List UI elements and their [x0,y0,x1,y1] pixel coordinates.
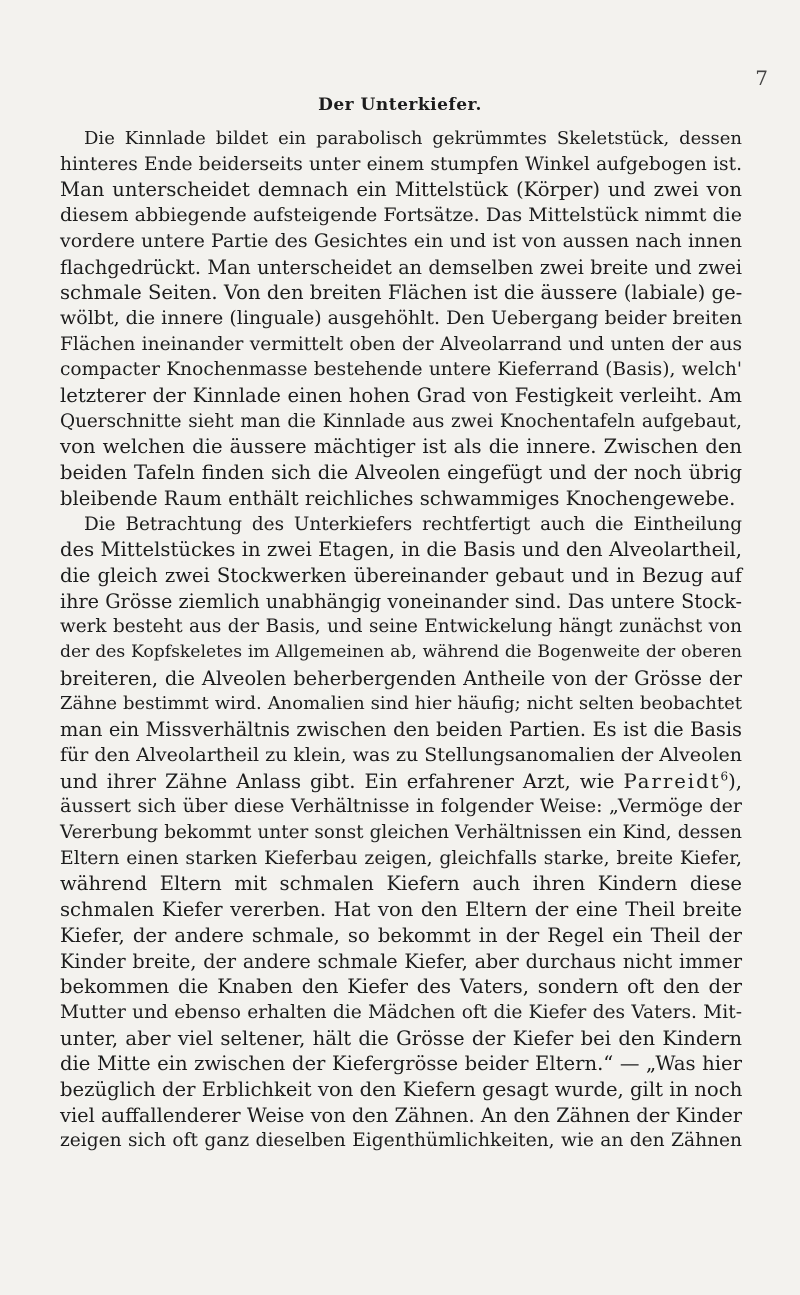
text-line: Querschnitte sieht man die Kinnlade aus zwei Knochentafeln aufgebaut, [60,410,742,432]
page-number: 7 [755,66,768,90]
text-line: wölbt, die innere (linguale) ausgehöhlt. Den Uebergang beider breiten [60,306,743,329]
text-line: Kiefer, der andere schmale, so bekommt in der Regel ein Theil der [60,923,742,947]
text-line: bekommen die Knaben den Kiefer des Vaters, sondern oft den der [60,975,742,999]
text-line: viel auffallenderer Weise von den Zähnen. An den Zähnen der Kinder [60,1103,742,1127]
text-line: von welchen die äussere mächtiger ist als die innere. Zwischen den [60,435,742,459]
text-line: die gleich zwei Stockwerken übereinander gebaut und in Bezug auf [60,563,742,587]
text-line: während Eltern mit schmalen Kiefern auch ihren Kindern diese [60,872,742,896]
text-line: Flächen ineinander vermittelt oben der Alveolarrand und unten der aus [60,333,742,355]
text-line: Die Betrachtung des Unterkiefers rechtfertigt auch die Eintheilung [84,513,742,535]
text-line: vordere untere Partie des Gesichtes ein und ist von aussen nach innen [60,229,742,252]
page-heading: Der Unterkiefer. [318,95,482,115]
text-line: letzterer der Kinnlade einen hohen Grad von Festigkeit verleiht. Am [60,384,742,408]
body-text [60,126,742,1154]
text-line: werk besteht aus der Basis, und seine Entwickelung hängt zunächst von [60,616,742,638]
text-line: für den Alveolartheil zu klein, was zu Stellungsanomalien der Alveolen [60,743,743,766]
text-line: der des Kopfskeletes im Allgemeinen ab, während die Bogenweite der oberen [60,642,742,663]
text-line: unter, aber viel seltener, hält die Grösse der Kiefer bei den Kindern [60,1026,742,1050]
text-line: Mutter und ebenso erhalten die Mädchen oft die Kiefer des Vaters. Mit- [60,1001,742,1023]
text-line: Die Kinnlade bildet ein parabolisch gekrümmtes Skeletstück, dessen [84,128,742,149]
text-line: Kinder breite, der andere schmale Kiefer, aber durchaus nicht immer [60,949,742,973]
text-line: man ein Missverhältnis zwischen den beiden Partien. Es ist die Basis [60,718,742,742]
text-line: bezüglich der Erblichkeit von den Kiefern gesagt wurde, gilt in noch [60,1078,743,1102]
text-line: des Mittelstückes in zwei Etagen, in die Basis und den Alveolartheil, [60,538,742,562]
text-line: compacter Knochenmasse bestehende untere Kieferrand (Basis), welch' [60,359,742,381]
text-line: Vererbung bekommt unter sonst gleichen Verhältnissen ein Kind, dessen [60,821,742,843]
text-line: Man unterscheidet demnach ein Mittelstück (Körper) und zwei von [60,178,742,202]
text-line: hinteres Ende beiderseits unter einem stumpfen Winkel aufgebogen ist. [60,153,742,175]
text-line: die Mitte ein zwischen der Kiefergrösse beider Eltern.“ — „Was hier [60,1052,742,1076]
text-line: zeigen sich oft ganz dieselben Eigenthümlichkeiten, wie an den Zähnen [60,1130,742,1152]
author-name: Parreidt [623,769,721,793]
text-line: äussert sich über diese Verhältnisse in folgender Weise: „Vermöge der [60,795,742,818]
text-line: ihre Grösse ziemlich unabhängig voneinander sind. Das untere Stock- [60,589,742,613]
text-line: Zähne bestimmt wird. Anomalien sind hier häufig; nicht selten beobachtet [60,693,742,715]
text-line-citation [60,769,742,795]
text-line: flachgedrückt. Man unterscheidet an demselben zwei breite und zwei [60,255,742,279]
paragraph-1 [60,126,742,512]
text-line: diesem abbiegende aufsteigende Fortsätze. Das Mittelstück nimmt die [60,204,742,227]
citation-suffix: ), [728,769,742,793]
text-line: beiden Tafeln finden sich die Alveolen eingefügt und der noch übrig [60,461,742,485]
text-line: breiteren, die Alveolen beherbergenden Antheile von der Grösse der [60,666,742,690]
citation-text: und ihrer Zähne Anlass gibt. Ein erfahrener Arzt, wie [60,769,615,793]
text-line: schmalen Kiefer vererben. Hat von den Eltern der eine Theil breite [60,898,742,922]
footnote-marker: 6 [720,769,729,784]
text-line: bleibende Raum enthält reichliches schwammiges Knochengewebe. [60,486,736,510]
paragraph-2 [60,512,742,1155]
text-line: schmale Seiten. Von den breiten Flächen ist die äussere (labiale) ge- [60,281,743,305]
text-line: Eltern einen starken Kieferbau zeigen, gleichfalls starke, breite Kiefer, [60,847,742,869]
